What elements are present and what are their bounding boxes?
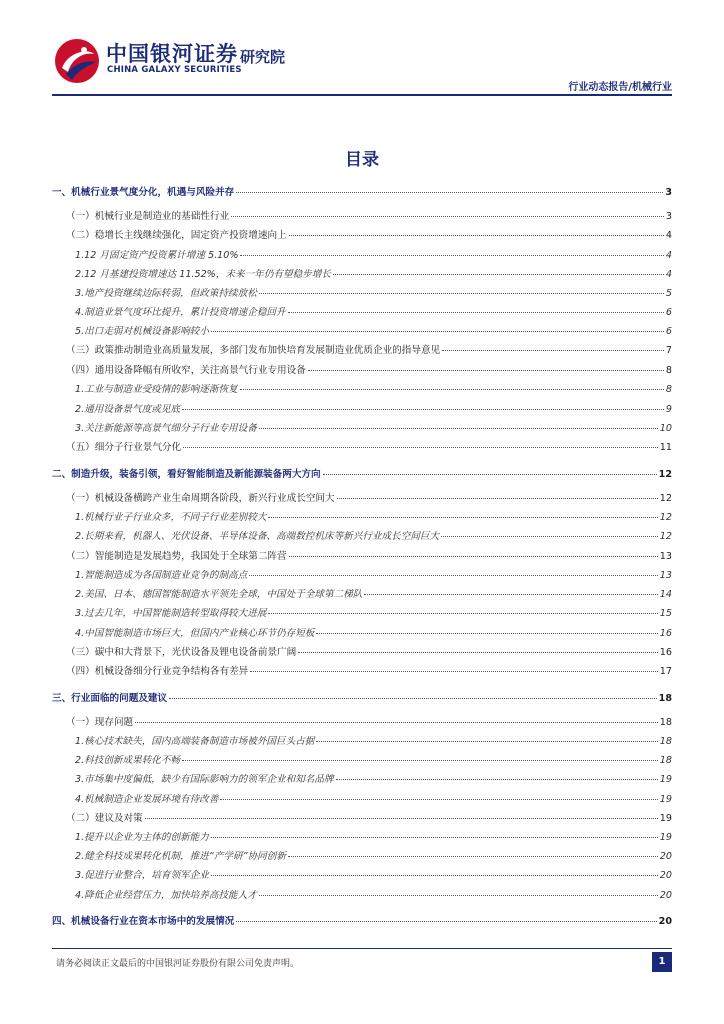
toc-entry[interactable] [52,714,672,732]
toc-entry[interactable] [52,420,672,438]
toc-entry[interactable] [52,663,672,681]
toc-leader-dots [441,536,658,537]
toc-entry-label: 3.关注新能源等高景气细分子行业专用设备 [75,423,257,434]
toc-leader-dots [442,350,664,351]
toc-entry-page: 20 [658,916,672,927]
brand-name-en: CHINA GALAXY SECURITIES [107,65,242,75]
toc-entry-label: 3.促进行业整合，培育领军企业 [75,870,209,881]
toc-entry[interactable] [52,362,672,380]
toc-entry-label: 1.核心技术缺失，国内高端装备制造市场被外国巨头占据 [75,736,315,747]
toc-leader-dots [259,293,664,294]
toc-leader-dots [145,818,658,819]
toc-leader-dots [337,498,658,499]
toc-entry-page: 18 [659,717,672,728]
toc-entry-label: 4.降低企业经营压力，加快培养高技能人才 [75,890,257,901]
toc-entry-page: 11 [659,442,672,453]
toc-entry[interactable] [52,304,672,322]
toc-entry-label: （四）通用设备降幅有所收窄，关注高景气行业专用设备 [66,365,306,376]
toc-entry[interactable] [52,810,672,828]
toc-entry-label: 4.制造业景气度环比提升，累计投资增速企稳回升 [75,307,286,318]
toc-entry-page: 3 [665,211,672,222]
toc-leader-dots [211,875,658,876]
toc-entry[interactable] [52,285,672,303]
toc-entry-page: 13 [659,570,672,581]
toc-entry[interactable] [52,266,672,284]
toc-leader-dots [268,613,657,614]
toc-entry-page: 7 [665,345,672,356]
toc-entry-label: （三）政策推动制造业高质量发展，多部门发布加快培育发展制造业优质企业的指导意见 [66,345,441,356]
toc-leader-dots [268,517,657,518]
toc-entry-page: 19 [659,774,672,785]
toc-entry-label: （一）机械设备横跨产业生命周期各阶段，新兴行业成长空间大 [66,493,335,504]
toc-entry-page: 9 [665,404,672,415]
toc-entry-page: 20 [659,890,672,901]
toc-entry-label: 2.科技创新成果转化不畅 [75,755,181,766]
toc-entry-page: 18 [659,736,672,747]
toc-entry-page: 3 [665,187,672,198]
toc-entry-page: 8 [665,365,672,376]
toc-entry-page: 16 [659,628,672,639]
toc-entry-label: 1.智能制造成为各国制造业竞争的制高点 [75,570,248,581]
toc-entry[interactable] [52,439,672,457]
toc-entry-page: 20 [659,870,672,881]
toc-entry-label: 4.中国智能制造市场巨大，但国内产业核心环节仍存短板 [75,628,315,639]
toc-leader-dots [183,447,658,448]
toc-entry-label: 一、机械行业景气度分化，机遇与风险并存 [52,187,235,198]
toc-entry-label: 2.长期来看，机器人、光伏设备、半导体设备、高端数控机床等新兴行业成长空间巨大 [75,531,440,542]
toc-leader-dots [236,921,656,922]
toc-leader-dots [135,722,658,723]
toc-entry-label: （一）机械行业是制造业的基础性行业 [66,211,230,222]
toc-entry-page: 19 [659,794,672,805]
toc-entry[interactable] [52,644,672,662]
toc-entry[interactable] [52,733,672,751]
toc-entry-label: 3.市场集中度偏低，缺少有国际影响力的领军企业和知名品牌 [75,774,334,785]
toc-leader-dots [240,389,664,390]
toc-entry-label: （二）稳增长主线继续强化，固定资产投资增速向上 [66,230,287,241]
toc-entry[interactable] [52,401,672,419]
toc-entry-page: 16 [659,647,672,658]
toc-leader-dots [308,370,664,371]
toc-entry-label: （四）机械设备细分行业竞争结构各有差异 [66,666,249,677]
toc-leader-dots [236,192,663,193]
toc-entry[interactable] [52,247,672,265]
toc-leader-dots [336,779,658,780]
toc-entry-page: 4 [665,250,672,261]
toc-entry-label: 1.12 月固定资产投资累计增速 5.10% [75,250,239,261]
toc-entry-page: 12 [659,531,672,542]
page-header [0,0,724,100]
toc-leader-dots [240,255,663,256]
report-type: 行业动态报告/机械行业 [568,82,672,93]
toc-entry-label: 5.出口走弱对机械设备影响较小 [75,326,209,337]
toc-entry[interactable] [52,342,672,360]
toc-entry-label: 1.机械行业子行业众多，不同子行业差别较大 [75,512,267,523]
toc-entry-page: 18 [659,755,672,766]
toc-entry[interactable] [52,625,672,643]
toc-entry[interactable] [52,913,672,931]
brand-name-cn: 中国银河证券 [106,42,238,66]
toc-entry[interactable] [52,586,672,604]
toc-entry-label: （二）建议及对策 [66,813,143,824]
toc-entry[interactable] [52,528,672,546]
toc-entry-label: 2.通用设备景气度或见底 [75,404,181,415]
toc-entry-label: 三、行业面临的问题及建议 [52,693,168,704]
toc-entry[interactable] [52,323,672,341]
toc-entry-page: 20 [659,851,672,862]
toc-entry[interactable] [52,690,672,708]
toc-leader-dots [316,741,657,742]
toc-entry-page: 15 [659,608,672,619]
toc-leader-dots [298,652,658,653]
toc-entry-page: 17 [659,666,672,677]
toc-entry[interactable] [52,848,672,866]
footer-divider [52,948,672,949]
toc-entry[interactable] [52,208,672,226]
toc-leader-dots [289,556,658,557]
toc-leader-dots [211,837,658,838]
toc-entry-label: 1.工业与制造业受疫情的影响逐渐恢复 [75,384,238,395]
toc-entry-label: 2.健全科技成果转化机制，推进“产学研”协同创新 [75,851,286,862]
toc-leader-dots [182,409,664,410]
toc-entry-label: 四、机械设备行业在资本市场中的发展情况 [52,916,235,927]
toc-entry-page: 5 [665,288,672,299]
toc-entry-page: 10 [659,423,672,434]
toc-entry-page: 6 [665,326,672,337]
toc-entry-page: 12 [659,493,672,504]
toc-leader-dots [288,856,658,857]
toc-leader-dots [250,671,658,672]
toc-entry[interactable] [52,227,672,245]
toc-leader-dots [211,331,664,332]
page-number: 1 [652,952,672,972]
toc-entry-page: 4 [665,269,672,280]
toc-entry-page: 19 [659,813,672,824]
toc-entry-label: （二）智能制造是发展趋势，我国处于全球第二阵营 [66,551,287,562]
toc-entry-label: 3.过去几年，中国智能制造转型取得较大进展 [75,608,267,619]
toc-entry-page: 4 [665,230,672,241]
toc-entry[interactable] [52,490,672,508]
toc-entry[interactable] [52,791,672,809]
toc-entry-page: 13 [659,551,672,562]
toc-entry[interactable] [52,867,672,885]
toc-entry[interactable] [52,567,672,585]
toc-entry[interactable] [52,752,672,770]
toc-entry-label: 1.提升以企业为主体的创新能力 [75,832,209,843]
toc-entry-label: 二、制造升级，装备引领，看好智能制造及新能源装备两大方向 [52,469,321,480]
toc-entry[interactable] [52,184,672,202]
toc-leader-dots [289,235,664,236]
toc-leader-dots [169,698,657,699]
toc-entry-page: 18 [658,693,672,704]
toc-leader-dots [316,633,657,634]
toc-entry-label: （三）碳中和大背景下，光伏设备及锂电设备前景广阔 [66,647,297,658]
toc-entry[interactable] [52,466,672,484]
toc-entry-page: 6 [665,307,672,318]
toc-leader-dots [333,274,664,275]
toc-entry-page: 14 [659,589,672,600]
toc-leader-dots [364,594,657,595]
toc-entry[interactable] [52,509,672,527]
toc-entry-label: 2.12 月基建投资增速达 11.52%，未来一年仍有望稳步增长 [75,269,331,280]
toc-entry-label: （五）细分子行业景气分化 [66,442,182,453]
toc-entry-page: 12 [658,469,672,480]
toc-leader-dots [231,216,664,217]
toc-leader-dots [259,895,658,896]
toc-entry-label: （一）现存问题 [66,717,134,728]
toc-entry[interactable] [52,381,672,399]
toc-entry-label: 3.地产投资继续边际转弱，但政策持续放松 [75,288,257,299]
toc-leader-dots [323,474,657,475]
toc-leader-dots [220,799,657,800]
toc-entry-label: 2.美国、日本、德国智能制造水平领先全球，中国处于全球第二梯队 [75,589,363,600]
institute-name: 研究院 [240,48,286,66]
toc-title: 目录 [345,150,379,170]
toc-entry[interactable] [52,829,672,847]
toc-leader-dots [288,312,664,313]
footer-disclaimer: 请务必阅读正文最后的中国银河证券股份有限公司免责声明。 [56,959,300,969]
toc-leader-dots [259,428,658,429]
toc-entry[interactable] [52,887,672,905]
toc-leader-dots [249,575,658,576]
header-divider [52,94,672,96]
china-galaxy-logo-icon [54,38,100,84]
toc-leader-dots [182,760,658,761]
toc-entry-page: 12 [659,512,672,523]
toc-entry[interactable] [52,548,672,566]
toc-entry[interactable] [52,771,672,789]
toc-entry-page: 8 [665,384,672,395]
toc-entry-label: 4.机械制造企业发展环境有待改善 [75,794,219,805]
toc-entry[interactable] [52,605,672,623]
toc-entry-page: 19 [659,832,672,843]
